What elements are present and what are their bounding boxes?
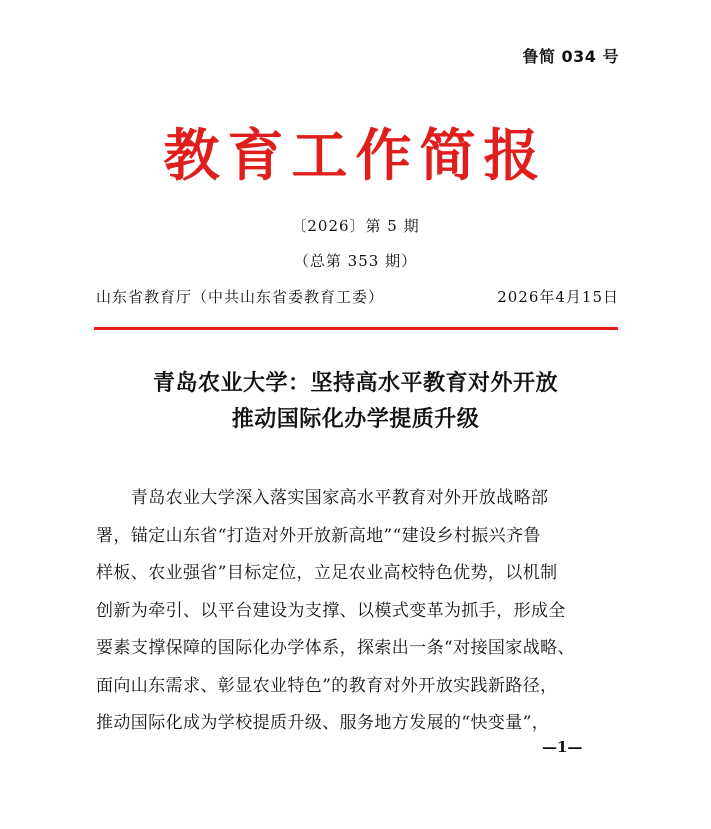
issue-number: 〔2026〕第 5 期 [291,217,420,235]
body-line: 面向山东需求、彰显农业特色”的教育对外开放实践新路径， [96,675,558,696]
article-body [96,480,622,743]
masthead-title: 教育工作简报 [163,123,548,189]
issue-date: 2026年4月15日 [497,288,619,306]
article-title [0,366,711,438]
article-title-line-1: 青岛农业大学：坚持高水平教育对外开放 [152,371,558,396]
page-number: —1— [542,738,583,756]
document-number: 鲁简 034 号 [522,47,619,66]
article-title-line-2: 推动国际化办学提质升级 [231,407,480,432]
body-line: 推动国际化成为学校提质升级、服务地方发展的“快变量”， [96,713,550,733]
red-divider-rule [94,327,618,330]
issuer-name: 山东省教育厅（中共山东省委教育工委） [96,288,385,306]
body-line: 青岛农业大学深入落实国家高水平教育对外开放战略部 [96,488,549,508]
issuer-row [96,286,619,307]
body-line: 创新为牵引、以平台建设为支撑、以模式变革为抓手，形成全 [96,600,566,621]
body-line: 署，锚定山东省“打造对外开放新高地”“建设乡村振兴齐鲁 [96,525,541,546]
total-issue-number: （总第 353 期） [293,252,418,270]
body-line: 样板、农业强省”目标定位，立足农业高校特色优势，以机制 [96,563,558,583]
body-line: 要素支撑保障的国际化办学体系，探索出一条“对接国家战略、 [96,638,575,658]
